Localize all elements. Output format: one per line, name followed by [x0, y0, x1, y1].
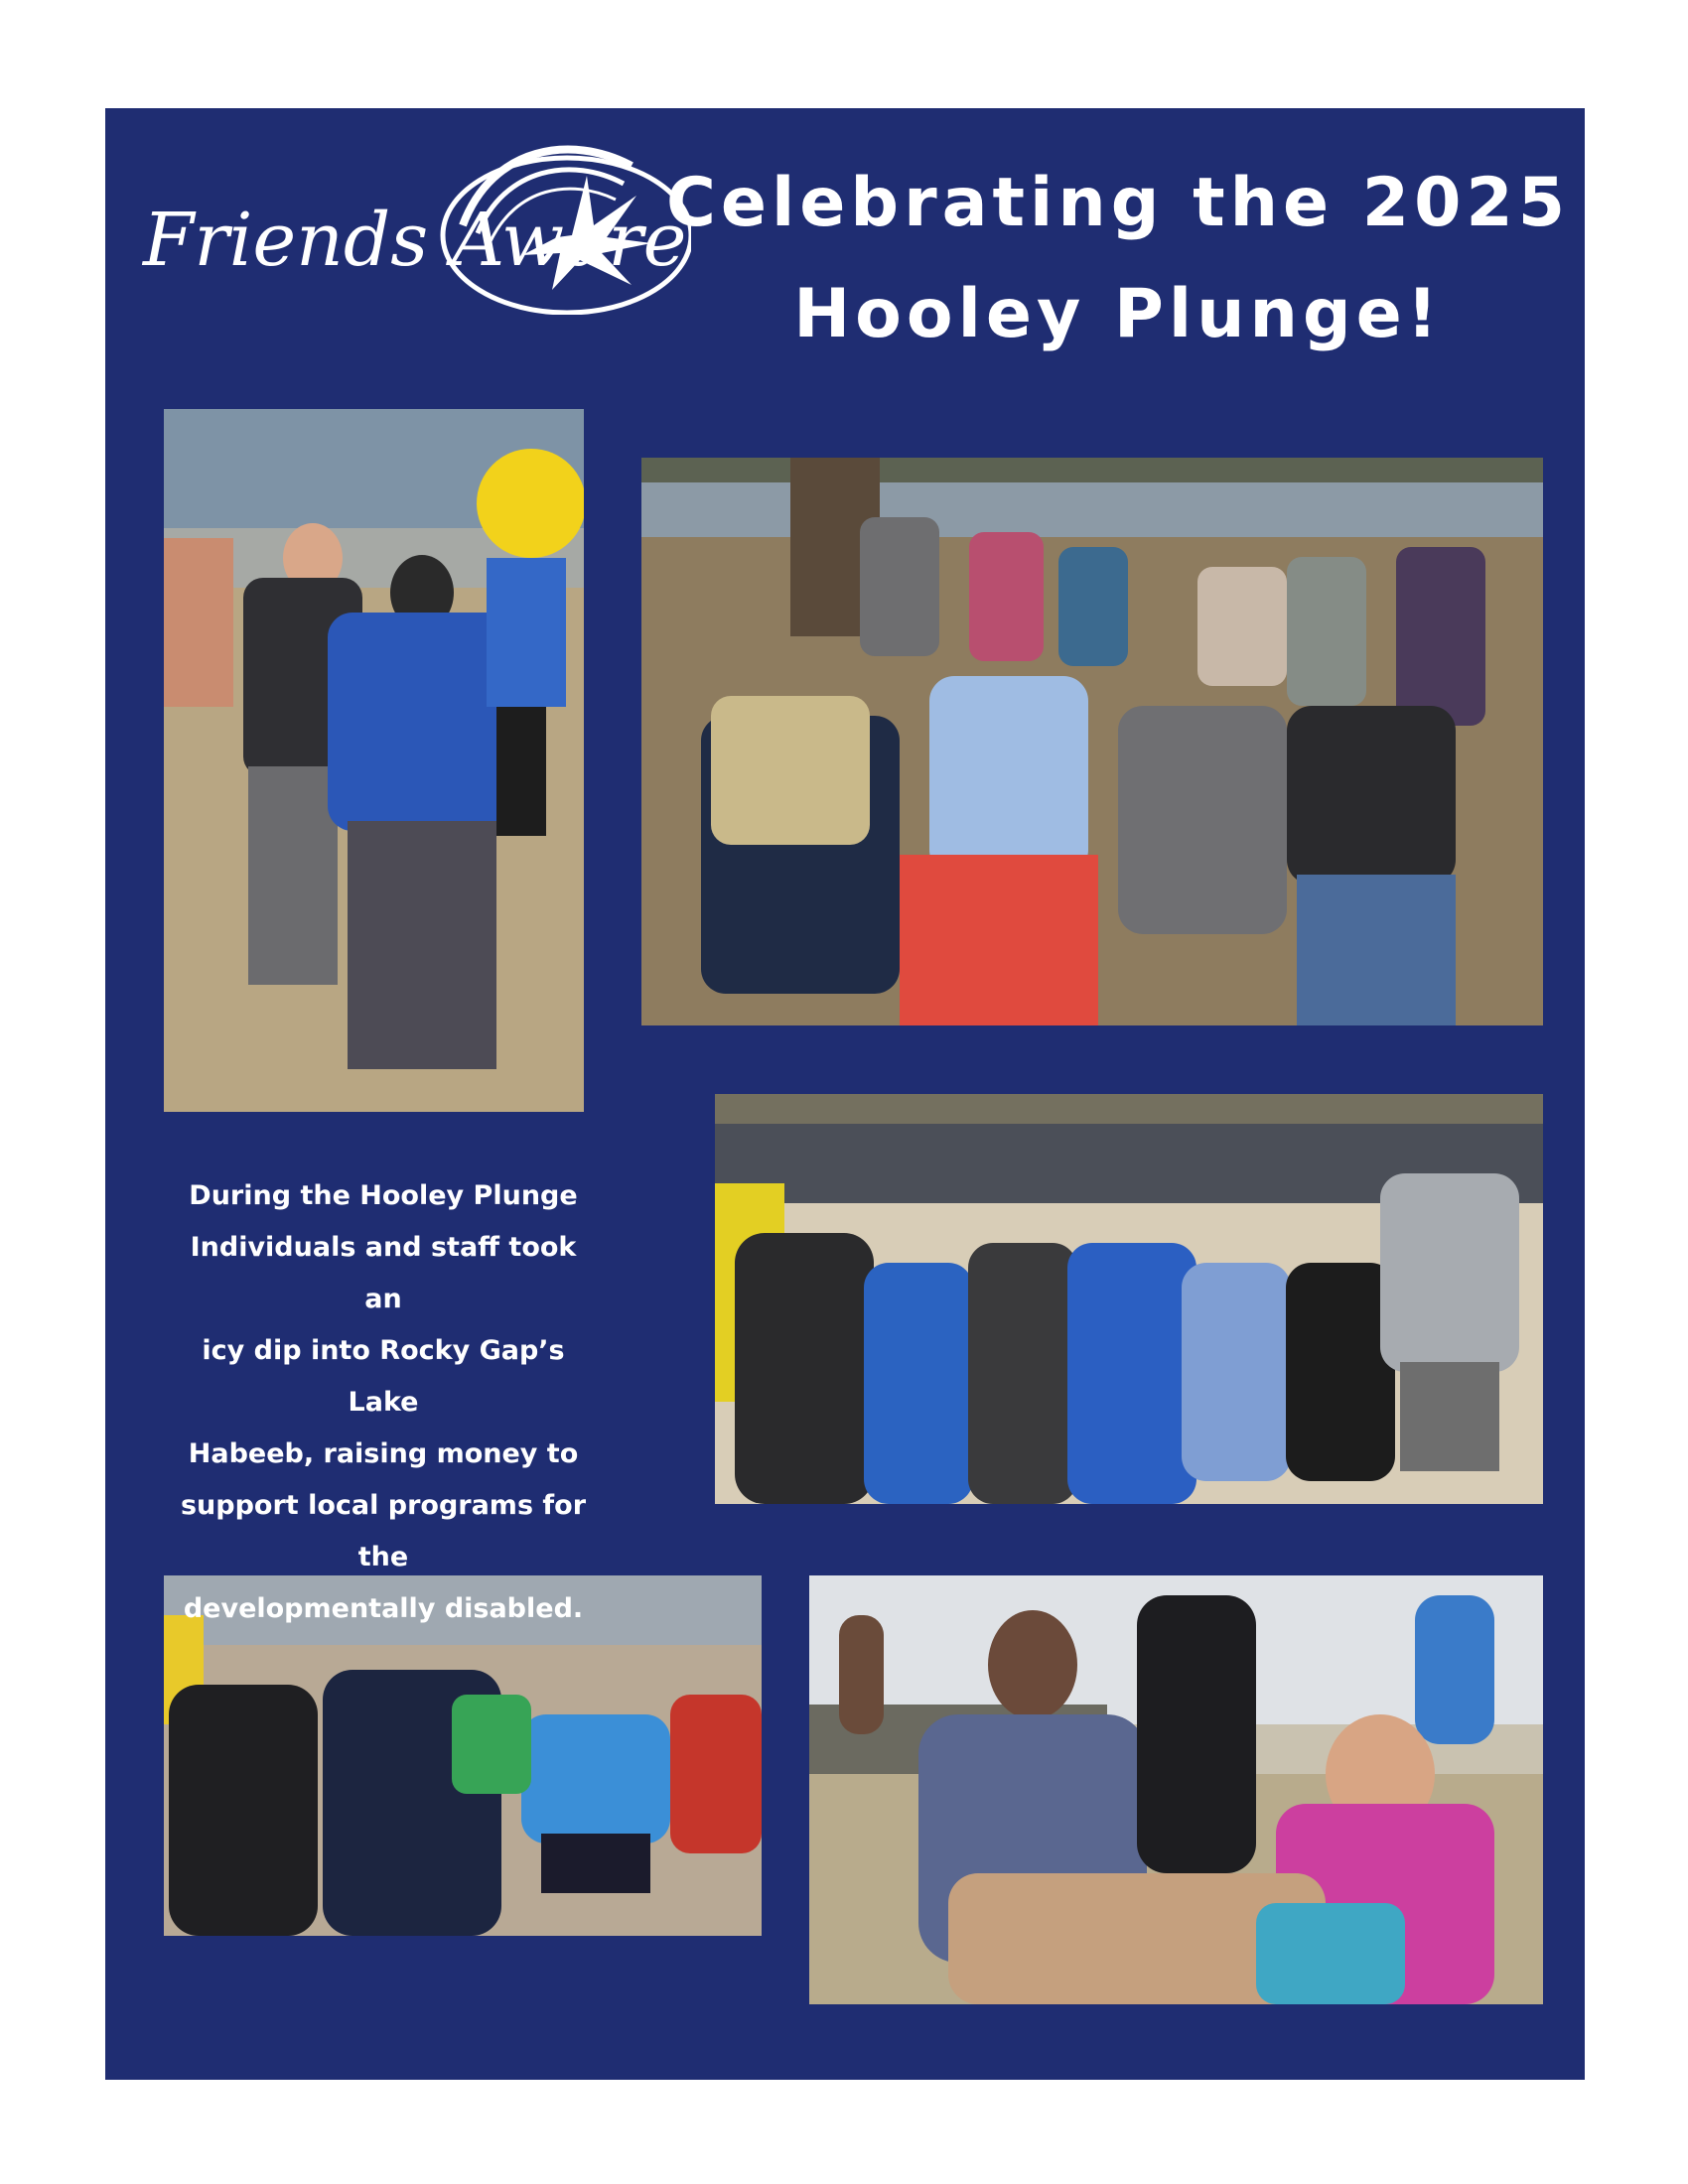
caption-line: Habeeb, raising money to: [188, 1438, 579, 1469]
friends-aware-logo: [135, 126, 691, 315]
caption-line: developmentally disabled.: [183, 1593, 584, 1624]
caption-line: support local programs for the: [180, 1490, 587, 1572]
photo-group-seated: [641, 458, 1543, 1025]
title-line-2: Hooley Plunge!: [793, 275, 1443, 353]
photo-plungers-walking: [164, 409, 584, 1112]
photo-waving-woman-and-wheelchair-user: [809, 1575, 1543, 2004]
photo-plungers-walking-from-lake: [164, 409, 584, 1112]
caption-line: Individuals and staff took an: [190, 1232, 577, 1314]
caption-line: icy dip into Rocky Gap’s Lake: [202, 1335, 565, 1418]
sunburst-leaf-logo-icon: [135, 126, 691, 315]
photo-waving-woman: [809, 1575, 1543, 2004]
photo-crowd-group-on-beach: [715, 1094, 1543, 1504]
page-title: [661, 148, 1575, 370]
caption-line: During the Hooley Plunge: [189, 1180, 578, 1211]
photo-crowd-group: [715, 1094, 1543, 1504]
flyer-panel: [105, 108, 1585, 2080]
event-description: [175, 1170, 592, 1635]
title-line-1: Celebrating the 2025: [665, 164, 1571, 242]
logo-wordmark: Friends Aware: [143, 198, 687, 283]
photo-group-seated-under-tree: [641, 458, 1543, 1025]
